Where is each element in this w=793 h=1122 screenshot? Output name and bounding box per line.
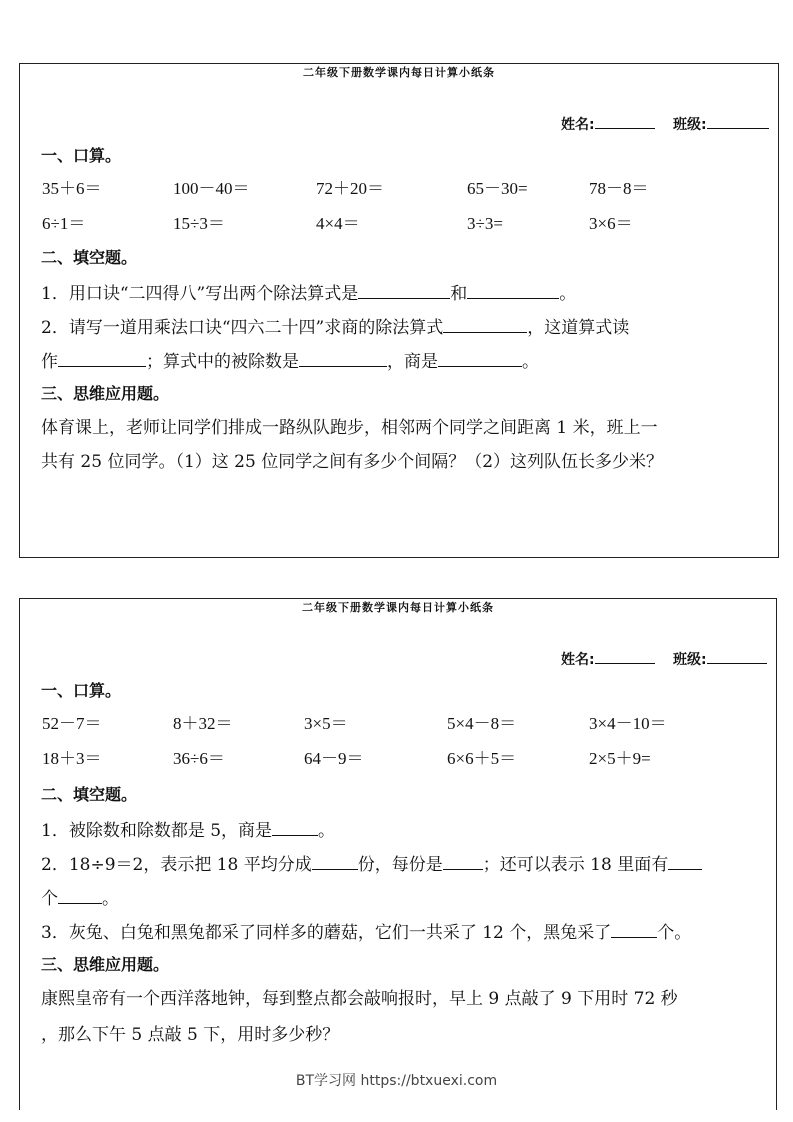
calc-item: 78－8＝: [589, 179, 649, 198]
word-problem-line: 体育课上，老师让同学们排成一路纵队跑步，相邻两个同学之间距离 1 米，班上一: [41, 418, 658, 438]
calc-item: 36÷6＝: [173, 749, 225, 768]
answer-blank: [443, 855, 483, 870]
word-problem-line: 共有 25 位同学。（1）这 25 位同学之间有多少个间隔？（2）这列队伍长多少米？: [41, 452, 664, 472]
calc-item: 72＋20＝: [316, 179, 384, 198]
name-field: [561, 649, 655, 667]
class-field: [673, 114, 769, 132]
class-blank: [707, 114, 769, 129]
answer-blank: [58, 889, 102, 904]
calc-item: 6×6＋5＝: [447, 749, 517, 768]
worksheet-card-2: [19, 598, 777, 1110]
class-label: 班级:: [673, 117, 707, 133]
calc-item: 65－30=: [467, 179, 528, 198]
answer-blank: [312, 855, 358, 870]
answer-blank: [611, 923, 657, 938]
answer-blank: [299, 352, 387, 367]
word-problem-line: 康熙皇帝有一个西洋落地钟，每到整点都会敲响报时，早上 9 点敲了 9 下用时 72 秒: [41, 989, 678, 1009]
class-label: 班级:: [673, 652, 707, 668]
question-2-continued: 个 。: [41, 889, 119, 909]
answer-blank: [668, 855, 702, 870]
answer-blank: [58, 352, 146, 367]
calc-item: 52－7＝: [42, 714, 102, 733]
section-oral-calc: 一、口算。: [41, 681, 122, 700]
calc-item: 3×4－10＝: [589, 714, 667, 733]
question-1: 1．被除数和除数都是 5，商是 。: [41, 821, 336, 841]
section-fill-blank: 二、填空题。: [41, 785, 138, 804]
calc-item: 35＋6＝: [42, 179, 102, 198]
calc-item: 3÷3=: [467, 214, 503, 233]
answer-blank: [272, 821, 318, 836]
calc-item: 3×6＝: [589, 214, 633, 233]
calc-item: 3×5＝: [304, 714, 348, 733]
class-field: [673, 649, 767, 667]
answer-blank: [467, 284, 559, 299]
name-label: 姓名:: [561, 117, 595, 133]
calc-item: 100－40＝: [173, 179, 250, 198]
name-blank: [595, 114, 655, 129]
question-3: 3．灰兔、白兔和黑兔都采了同样多的蘑菇，它们一共采了 12 个，黑兔采了 个。: [41, 923, 692, 943]
section-word-problem: 三、思维应用题。: [41, 384, 170, 403]
section-word-problem: 三、思维应用题。: [41, 955, 170, 974]
footer-watermark: BT学习网 https://btxuexi.com: [295, 1073, 498, 1089]
question-2-continued: 作 ；算式中的被除数是 ，商是 。: [41, 352, 539, 372]
worksheet-card-1: [19, 63, 779, 558]
answer-blank: [358, 284, 450, 299]
class-blank: [707, 649, 767, 664]
name-field: [561, 114, 655, 132]
section-fill-blank: 二、填空题。: [41, 248, 138, 267]
answer-blank: [438, 352, 522, 367]
answer-blank: [443, 318, 527, 333]
calc-item: 4×4＝: [316, 214, 360, 233]
question-2: 2．请写一道用乘法口诀“四六二十四”求商的除法算式 ，这道算式读: [41, 318, 630, 338]
calc-item: 64－9＝: [304, 749, 364, 768]
worksheet-title: 二年级下册数学课内每日计算小纸条: [303, 66, 495, 79]
calc-item: 18＋3＝: [42, 749, 102, 768]
name-blank: [595, 649, 655, 664]
worksheet-title: 二年级下册数学课内每日计算小纸条: [302, 601, 494, 614]
calc-item: 8＋32＝: [173, 714, 233, 733]
calc-item: 5×4－8＝: [447, 714, 517, 733]
calc-item: 2×5＋9=: [589, 749, 651, 768]
calc-item: 15÷3＝: [173, 214, 225, 233]
question-2: 2．18÷9＝2，表示把 18 平均分成 份，每份是 ；还可以表示 18 里面有: [41, 855, 702, 874]
calc-item: 6÷1＝: [42, 214, 86, 233]
question-1: 1．用口诀“二四得八”写出两个除法算式是 和 。: [41, 284, 577, 304]
word-problem-line: ，那么下午 5 点敲 5 下，用时多少秒？: [41, 1025, 340, 1045]
section-oral-calc: 一、口算。: [41, 146, 122, 165]
name-label: 姓名:: [561, 652, 595, 668]
